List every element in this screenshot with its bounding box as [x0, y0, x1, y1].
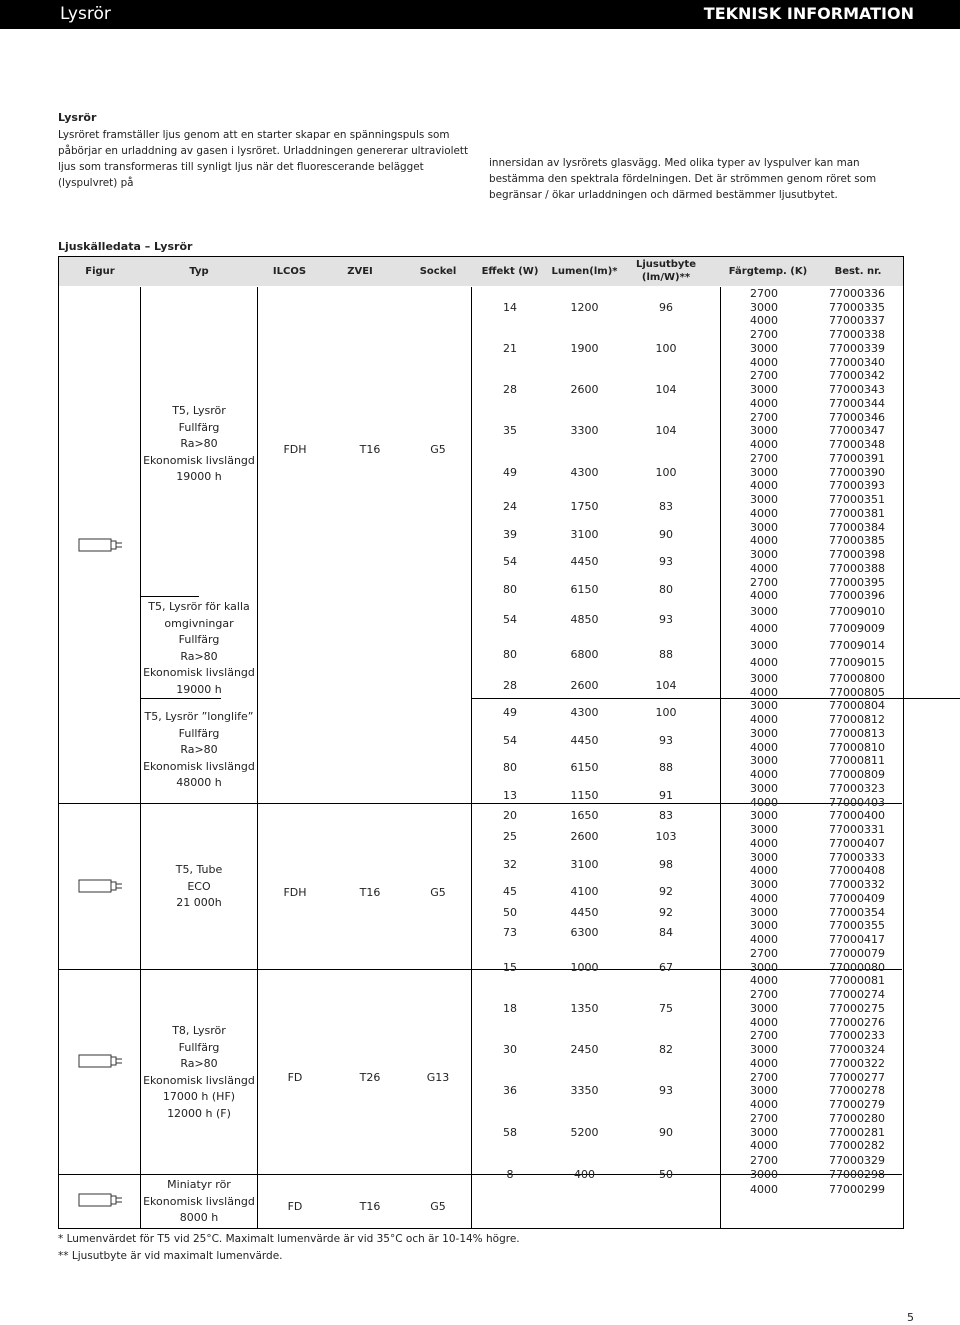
type-description: T5, Tube ECO 21 000h — [175, 863, 223, 909]
best-nr-cell: 77000391 — [829, 451, 885, 465]
ljusutbyte-cell: 88 — [659, 647, 673, 661]
best-nr-cell: 77000331 — [829, 823, 885, 837]
best-nr-cell: 77000275 — [829, 1001, 885, 1015]
fargtemp-cell: 3000 — [750, 639, 778, 653]
fargtemp-cell: 2700 — [750, 286, 778, 300]
type-description: T8, Lysrör Fullfärg Ra>80 Ekonomisk livslängd 17000 h (HF) 12000 h (F) — [143, 1024, 255, 1120]
fargtemp-cell: 4000 — [750, 656, 778, 670]
lumen-cell: 1000 — [570, 960, 599, 974]
intro-heading: Lysrör — [58, 111, 97, 124]
effekt-cell: 49 — [503, 706, 517, 720]
best-nr-cell: 77000343 — [829, 383, 885, 397]
lamp-tube-icon — [78, 878, 124, 894]
fargtemp-cell: 2700 — [750, 1029, 778, 1043]
lumen-cell: 3300 — [570, 424, 599, 438]
effekt-cell: 45 — [503, 885, 517, 898]
effekt-cell: 30 — [503, 1043, 517, 1057]
ljusutbyte-cell: 83 — [659, 500, 673, 513]
page-number: 5 — [907, 1311, 914, 1324]
header-ilcos: ILCOS — [272, 266, 307, 277]
best-nr-cell: 77000279 — [829, 1098, 885, 1112]
fargtemp-cell: 4000 — [750, 1056, 778, 1070]
fargtemp-cell: 3000 — [750, 1084, 778, 1098]
ljusutbyte-cell: 88 — [659, 761, 673, 775]
ljusutbyte-cell: 104 — [655, 383, 677, 397]
best-nr-cell: 77000403 — [829, 795, 885, 809]
fargtemp-cell: 3000 — [750, 699, 778, 713]
ljusutbyte-cell: 80 — [659, 582, 673, 596]
lumen-cell: 1350 — [570, 1001, 599, 1015]
group-separator — [140, 698, 221, 699]
best-nr-cell: 77000280 — [829, 1111, 885, 1125]
ljusutbyte-cell: 100 — [655, 341, 677, 355]
best-nr-cell: 77000276 — [829, 1015, 885, 1029]
fargtemp-cell: 3000 — [750, 823, 778, 837]
best-nr-cell: 77000390 — [829, 465, 885, 479]
fargtemp-cell: 3000 — [750, 919, 778, 933]
group-separator — [140, 596, 199, 597]
ljusutbyte-cell: 104 — [655, 424, 677, 438]
fargtemp-cell: 2700 — [750, 575, 778, 589]
ljusutbyte-cell: 92 — [659, 905, 673, 919]
ilcos-code: FD — [287, 1071, 303, 1084]
effekt-cell: 80 — [503, 647, 517, 661]
header-ljusutbyte: Ljusutbyte — [635, 259, 696, 270]
lumen-cell: 2600 — [570, 830, 599, 843]
fargtemp-cell: 3000 — [750, 424, 778, 438]
lumen-cell: 5200 — [570, 1125, 599, 1139]
ljusutbyte-cell: 91 — [659, 788, 673, 802]
effekt-cell: 24 — [503, 500, 517, 513]
fargtemp-cell: 3000 — [750, 341, 778, 355]
fargtemp-cell: 4000 — [750, 396, 778, 410]
best-nr-cell: 77000384 — [829, 520, 885, 534]
fargtemp-cell: 4000 — [750, 355, 778, 369]
fargtemp-cell: 2700 — [750, 1111, 778, 1125]
fargtemp-cell: 3000 — [750, 1001, 778, 1015]
effekt-cell: 54 — [503, 733, 517, 747]
ljusutbyte-cell: 103 — [655, 830, 677, 843]
lamp-tube-icon — [78, 1053, 124, 1069]
fargtemp-cell: 3000 — [750, 383, 778, 397]
fargtemp-cell: 4000 — [750, 506, 778, 520]
lumen-cell: 4100 — [570, 885, 599, 898]
best-nr-cell: 77000322 — [829, 1056, 885, 1070]
fargtemp-cell: 3000 — [750, 1125, 778, 1139]
best-nr-cell: 77000344 — [829, 396, 885, 410]
lumen-cell: 4450 — [570, 555, 599, 568]
footnote-1: * Lumenvärdet för T5 vid 25°C. Maximalt lumenvärde är vid 35°C och är 10-14% högre. — [58, 1233, 520, 1245]
top-bar — [0, 0, 960, 29]
best-nr-cell: 77000339 — [829, 341, 885, 355]
zvei-code: T16 — [359, 443, 381, 456]
type-description: T5, Lysrör för kalla omgivningar Fullfärg Ra>80 Ekonomisk livslängd 19000 h — [143, 600, 255, 696]
best-nr-cell: 77000323 — [829, 781, 885, 795]
fargtemp-cell: 3000 — [750, 905, 778, 919]
fargtemp-cell: 3000 — [750, 1168, 778, 1182]
lumen-cell: 1200 — [570, 300, 599, 314]
best-nr-cell: 77000395 — [829, 575, 885, 589]
fargtemp-cell: 3000 — [750, 671, 778, 685]
zvei-code: T16 — [359, 1200, 381, 1213]
best-nr-cell: 77000398 — [829, 548, 885, 562]
best-nr-cell: 77000381 — [829, 506, 885, 520]
lumen-cell: 2600 — [570, 383, 599, 397]
fargtemp-cell: 2700 — [750, 328, 778, 342]
best-nr-cell: 77000342 — [829, 369, 885, 383]
zvei-code: T16 — [359, 886, 381, 899]
lumen-cell: 6300 — [570, 926, 599, 940]
ljusutbyte-cell: 75 — [659, 1001, 673, 1015]
sockel-code: G5 — [430, 443, 446, 456]
sockel-code: G5 — [430, 1200, 446, 1213]
best-nr-cell: 77000809 — [829, 768, 885, 782]
lumen-cell: 4300 — [570, 706, 599, 720]
lumen-cell: 4850 — [570, 613, 599, 627]
ilcos-code: FDH — [283, 886, 307, 899]
effekt-cell: 54 — [503, 555, 517, 568]
ljusutbyte-cell: 100 — [655, 706, 677, 720]
fargtemp-cell: 4000 — [750, 891, 778, 905]
fargtemp-cell: 4000 — [750, 534, 778, 548]
fargtemp-cell: 3000 — [750, 520, 778, 534]
effekt-cell: 15 — [503, 960, 517, 974]
lumen-cell: 2600 — [570, 678, 599, 692]
ljusutbyte-cell: 82 — [659, 1043, 673, 1057]
lumen-cell: 1900 — [570, 341, 599, 355]
lumen-cell: 1150 — [570, 788, 599, 802]
best-nr-cell: 77000337 — [829, 314, 885, 328]
best-nr-cell: 77000329 — [829, 1153, 885, 1167]
lumen-cell: 2450 — [570, 1043, 599, 1057]
best-nr-cell: 77000338 — [829, 328, 885, 342]
best-nr-cell: 77009015 — [829, 656, 885, 670]
fargtemp-cell: 2700 — [750, 410, 778, 424]
fargtemp-cell: 4000 — [750, 479, 778, 493]
best-nr-cell: 77000281 — [829, 1125, 885, 1139]
lumen-cell: 1650 — [570, 809, 599, 823]
header-zvei: ZVEI — [347, 266, 373, 277]
best-nr-cell: 77000274 — [829, 988, 885, 1002]
ljusutbyte-cell: 93 — [659, 555, 673, 568]
effekt-cell: 21 — [503, 341, 517, 355]
effekt-cell: 39 — [503, 527, 517, 541]
best-nr-cell: 77000278 — [829, 1084, 885, 1098]
best-nr-cell: 77000804 — [829, 699, 885, 713]
best-nr-cell: 77000079 — [829, 946, 885, 960]
lumen-cell: 6800 — [570, 647, 599, 661]
effekt-cell: 36 — [503, 1084, 517, 1098]
lumen-cell: 6150 — [570, 582, 599, 596]
ljusutbyte-cell: 90 — [659, 1125, 673, 1139]
best-nr-cell: 77000351 — [829, 493, 885, 507]
ljusutbyte-cell: 96 — [659, 300, 673, 314]
best-nr-cell: 77000347 — [829, 424, 885, 438]
fargtemp-cell: 2700 — [750, 451, 778, 465]
header-lumen: Lumen(lm)* — [551, 266, 618, 277]
lumen-cell: 6150 — [570, 761, 599, 775]
fargtemp-cell: 4000 — [750, 740, 778, 754]
fargtemp-cell: 4000 — [750, 933, 778, 947]
section-title: Lysrör — [60, 4, 111, 24]
best-nr-cell: 77000354 — [829, 905, 885, 919]
effekt-cell: 50 — [503, 905, 517, 919]
intro-paragraph-right: innersidan av lysrörets glasvägg. Med olika typer av lyspulver kan man bestämma den spektrala fördelningen. Det är strömmen genom röret som begränsar / ökar urladdningen och därmed bestämmer ljusutbytet. — [489, 157, 877, 201]
effekt-cell: 25 — [503, 830, 517, 843]
fargtemp-cell: 4000 — [750, 1182, 778, 1196]
sockel-code: G5 — [430, 886, 446, 899]
effekt-cell: 32 — [503, 857, 517, 871]
fargtemp-cell: 4000 — [750, 1098, 778, 1112]
fargtemp-cell: 4000 — [750, 795, 778, 809]
effekt-cell: 58 — [503, 1125, 517, 1139]
header-sockel: Sockel — [419, 266, 457, 277]
best-nr-cell: 77000408 — [829, 864, 885, 878]
effekt-cell: 49 — [503, 465, 517, 479]
effekt-cell: 20 — [503, 809, 517, 823]
table-title: Ljuskälledata – Lysrör — [58, 240, 193, 253]
effekt-cell: 35 — [503, 424, 517, 438]
ljusutbyte-cell: 98 — [659, 857, 673, 871]
best-nr-cell: 77000348 — [829, 438, 885, 452]
effekt-cell: 80 — [503, 761, 517, 775]
fargtemp-cell: 4000 — [750, 685, 778, 699]
effekt-cell: 80 — [503, 582, 517, 596]
lumen-cell: 4450 — [570, 905, 599, 919]
effekt-cell: 28 — [503, 383, 517, 397]
ljusutbyte-cell: 100 — [655, 465, 677, 479]
best-nr-cell: 77000277 — [829, 1070, 885, 1084]
header-best-nr: Best. nr. — [834, 266, 882, 277]
best-nr-cell: 77009014 — [829, 639, 885, 653]
fargtemp-cell: 4000 — [750, 561, 778, 575]
column-divider — [720, 287, 721, 1228]
best-nr-cell: 77000385 — [829, 534, 885, 548]
ljusutbyte-cell: 92 — [659, 885, 673, 898]
header-effekt: Effekt (W) — [481, 266, 539, 277]
effekt-cell: 28 — [503, 678, 517, 692]
best-nr-cell: 77000299 — [829, 1182, 885, 1196]
fargtemp-cell: 3000 — [750, 878, 778, 892]
fargtemp-cell: 4000 — [750, 974, 778, 988]
best-nr-cell: 77000393 — [829, 479, 885, 493]
fargtemp-cell: 3000 — [750, 850, 778, 864]
best-nr-cell: 77000417 — [829, 933, 885, 947]
best-nr-cell: 77000812 — [829, 713, 885, 727]
ljusutbyte-cell: 90 — [659, 527, 673, 541]
fargtemp-cell: 4000 — [750, 768, 778, 782]
lamp-tube-icon — [78, 1192, 124, 1208]
ilcos-code: FD — [287, 1200, 303, 1213]
type-description: T5, Lysrör ”longlife” Fullfärg Ra>80 Ekonomisk livslängd 48000 h — [143, 710, 255, 789]
best-nr-cell: 77000810 — [829, 740, 885, 754]
best-nr-cell: 77000336 — [829, 286, 885, 300]
lamp-tube-icon — [78, 537, 124, 553]
fargtemp-cell: 2700 — [750, 988, 778, 1002]
fargtemp-cell: 4000 — [750, 589, 778, 603]
best-nr-cell: 77000355 — [829, 919, 885, 933]
best-nr-cell: 77000800 — [829, 671, 885, 685]
best-nr-cell: 77000340 — [829, 355, 885, 369]
ljusutbyte-cell: 50 — [659, 1168, 673, 1182]
best-nr-cell: 77009010 — [829, 604, 885, 618]
best-nr-cell: 77000811 — [829, 754, 885, 768]
footnote-2: ** Ljusutbyte är vid maximalt lumenvärde. — [58, 1250, 283, 1262]
best-nr-cell: 77000282 — [829, 1139, 885, 1153]
fargtemp-cell: 4000 — [750, 1015, 778, 1029]
fargtemp-cell: 3000 — [750, 604, 778, 618]
best-nr-cell: 77000409 — [829, 891, 885, 905]
best-nr-cell: 77000346 — [829, 410, 885, 424]
best-nr-cell: 77000080 — [829, 960, 885, 974]
fargtemp-cell: 3000 — [750, 809, 778, 823]
lumen-cell: 3350 — [570, 1084, 599, 1098]
lumen-cell: 3100 — [570, 527, 599, 541]
effekt-cell: 8 — [506, 1168, 514, 1182]
fargtemp-cell: 2700 — [750, 369, 778, 383]
fargtemp-cell: 3000 — [750, 960, 778, 974]
best-nr-cell: 77000407 — [829, 836, 885, 850]
ljusutbyte-cell: 104 — [655, 678, 677, 692]
fargtemp-cell: 4000 — [750, 864, 778, 878]
best-nr-cell: 77000332 — [829, 878, 885, 892]
best-nr-cell: 77000388 — [829, 561, 885, 575]
ljusutbyte-cell: 84 — [659, 926, 673, 940]
header-fargtemp: Färgtemp. (K) — [728, 266, 808, 277]
effekt-cell: 14 — [503, 300, 517, 314]
best-nr-cell: 77000333 — [829, 850, 885, 864]
ljusutbyte-cell: 67 — [659, 960, 673, 974]
best-nr-cell: 77000813 — [829, 726, 885, 740]
lumen-cell: 1750 — [570, 500, 599, 513]
fargtemp-cell: 3000 — [750, 548, 778, 562]
fargtemp-cell: 4000 — [750, 314, 778, 328]
ljusutbyte-cell: 93 — [659, 733, 673, 747]
best-nr-cell: 77000233 — [829, 1029, 885, 1043]
fargtemp-cell: 4000 — [750, 438, 778, 452]
fargtemp-cell: 2700 — [750, 1070, 778, 1084]
best-nr-cell: 77000324 — [829, 1043, 885, 1057]
ljusutbyte-cell: 93 — [659, 1084, 673, 1098]
lumen-cell: 4300 — [570, 465, 599, 479]
intro-paragraph-left: Lysröret framställer ljus genom att en starter skapar en spänningspuls som påbörjar en urladdning av gasen i lysröret. Urladdningen genererar ultraviolett ljus som transformeras till synligt ljus när det fluorescerande belägget (lyspulvret) på — [58, 129, 469, 189]
fargtemp-cell: 4000 — [750, 1139, 778, 1153]
ljusutbyte-cell: 93 — [659, 613, 673, 627]
fargtemp-cell: 4000 — [750, 836, 778, 850]
fargtemp-cell: 3000 — [750, 493, 778, 507]
fargtemp-cell: 3000 — [750, 754, 778, 768]
lumen-cell: 400 — [574, 1168, 595, 1182]
header-typ: Typ — [189, 266, 209, 277]
lumen-cell: 3100 — [570, 857, 599, 871]
type-description: Miniatyr rör Ekonomisk livslängd 8000 h — [143, 1178, 255, 1224]
type-description: T5, Lysrör Fullfärg Ra>80 Ekonomisk livslängd 19000 h — [143, 404, 255, 483]
zvei-code: T26 — [359, 1071, 381, 1084]
header-ljusutbyte-unit: (lm/W)** — [641, 272, 691, 283]
fargtemp-cell: 3000 — [750, 781, 778, 795]
sockel-code: G13 — [426, 1071, 450, 1084]
category-title: TEKNISK INFORMATION — [703, 4, 914, 23]
header-figur: Figur — [85, 266, 115, 277]
best-nr-cell: 77000298 — [829, 1168, 885, 1182]
lumen-cell: 4450 — [570, 733, 599, 747]
effekt-cell: 73 — [503, 926, 517, 940]
fargtemp-cell: 3000 — [750, 465, 778, 479]
ilcos-code: FDH — [283, 443, 307, 456]
fargtemp-cell: 3000 — [750, 1043, 778, 1057]
best-nr-cell: 77000400 — [829, 809, 885, 823]
best-nr-cell: 77000335 — [829, 300, 885, 314]
effekt-cell: 54 — [503, 613, 517, 627]
best-nr-cell: 77000805 — [829, 685, 885, 699]
fargtemp-cell: 2700 — [750, 946, 778, 960]
fargtemp-cell: 4000 — [750, 622, 778, 636]
fargtemp-cell: 2700 — [750, 1153, 778, 1167]
fargtemp-cell: 3000 — [750, 300, 778, 314]
effekt-cell: 13 — [503, 788, 517, 802]
ljusutbyte-cell: 83 — [659, 809, 673, 823]
column-divider — [257, 287, 258, 1228]
fargtemp-cell: 4000 — [750, 713, 778, 727]
best-nr-cell: 77009009 — [829, 622, 885, 636]
fargtemp-cell: 3000 — [750, 726, 778, 740]
best-nr-cell: 77000081 — [829, 974, 885, 988]
best-nr-cell: 77000396 — [829, 589, 885, 603]
effekt-cell: 18 — [503, 1001, 517, 1015]
